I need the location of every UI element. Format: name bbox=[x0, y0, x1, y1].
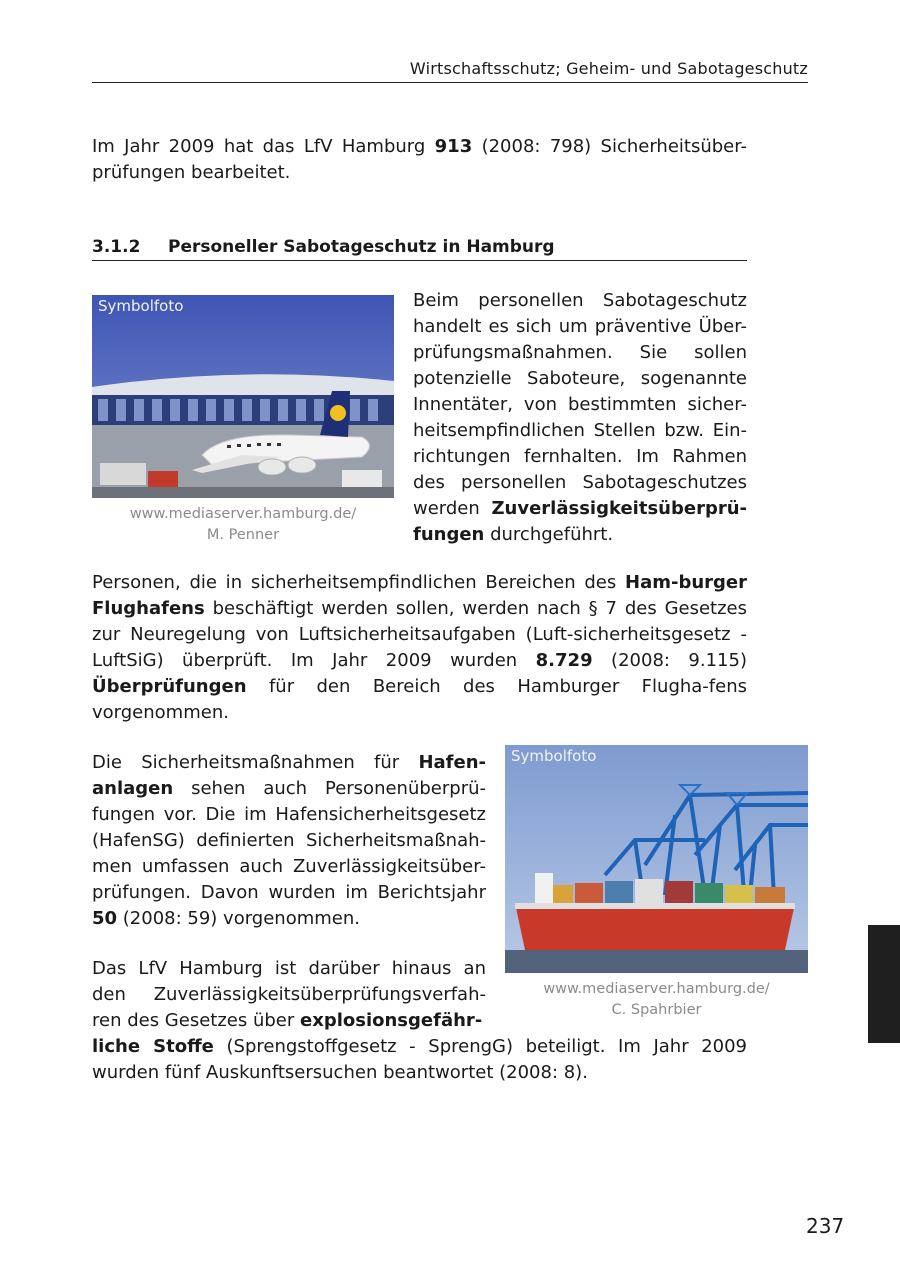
explosives-paragraph-continued: liche Stoffe (Sprengstoffgesetz - SprengG) beteiligt. Im Jahr 2009 wurden fünf Auskunftsersuchen beantwortet (2008: 8). bbox=[92, 1036, 748, 1083]
figure2-caption bbox=[505, 979, 808, 1021]
caption-line: C. Spahrbier bbox=[611, 1002, 702, 1018]
photo-label: Symbolfoto bbox=[98, 297, 184, 315]
caption-line: www.mediaserver.hamburg.de/ bbox=[129, 506, 357, 522]
caption-line: M. Penner bbox=[206, 527, 280, 543]
running-header bbox=[92, 59, 808, 83]
sabotage-paragraph: Beim personellen Sabotageschutz handelt es sich um präventive Über-prüfungsmaßnahmen. Sie sollen potenzielle Saboteure, sogenannte Innentäter, von bestimmten sicher-heitsempfindlichen Stellen bzw. Ein-richtungen fernhalten. Im Rahmen des personellen Sabotageschutzes werden Zuverlässigkeitsüberprü-fungen durchgeführt. bbox=[413, 290, 747, 545]
running-title: Wirtschaftsschutz; Geheim- und Sabotageschutz bbox=[409, 59, 808, 78]
section-title: Personeller Sabotageschutz in Hamburg bbox=[168, 237, 555, 257]
airport-illustration bbox=[92, 295, 394, 498]
photo-label: Symbolfoto bbox=[511, 747, 597, 765]
caption-line: www.mediaserver.hamburg.de/ bbox=[543, 981, 770, 997]
figure1-caption bbox=[92, 504, 394, 546]
airport-paragraph: Personen, die in sicherheitsempfindlichen Bereichen des Ham-burger Flughafens beschäftigt werden sollen, werden nach § 7 des Gesetzes zur Neuregelung von Luftsicherheitsaufgaben (Luft-sicherheitsgesetz - LuftSiG) überprüft. Im Jahr 2009 wurden 8.729 (2008: 9.115) Überprüfungen für den Bereich des Hamburger Flugha-fens vorgenommen. bbox=[92, 572, 747, 723]
port-photo bbox=[505, 745, 808, 973]
explosives-paragraph: Das LfV Hamburg ist darüber hinaus an den Zuverlässigkeitsüberprüfungsverfah-ren des Gesetzes über explosionsgefähr- bbox=[92, 958, 486, 1031]
port-illustration bbox=[505, 745, 808, 973]
intro-paragraph: Im Jahr 2009 hat das LfV Hamburg 913 (2008: 798) Sicherheitsüber-prüfungen bearbeitet. bbox=[92, 136, 747, 183]
section-number: 3.1.2 bbox=[92, 237, 141, 257]
port-paragraph: Die Sicherheitsmaßnahmen für Hafen-anlagen sehen auch Personenüberprü-fungen vor. Die im Hafensicherheitsgesetz (HafenSG) definierten Sicherheitsmaßnah-men umfassen auch Zuverlässigkeitsüber-prüfungen. Davon wurden im Berichtsjahr 50 (2008: 59) vorgenommen. bbox=[92, 752, 486, 929]
thumb-index-tab bbox=[868, 925, 900, 1043]
page-number: 237 bbox=[806, 1214, 845, 1238]
airport-photo bbox=[92, 295, 394, 498]
section-heading bbox=[92, 237, 747, 261]
